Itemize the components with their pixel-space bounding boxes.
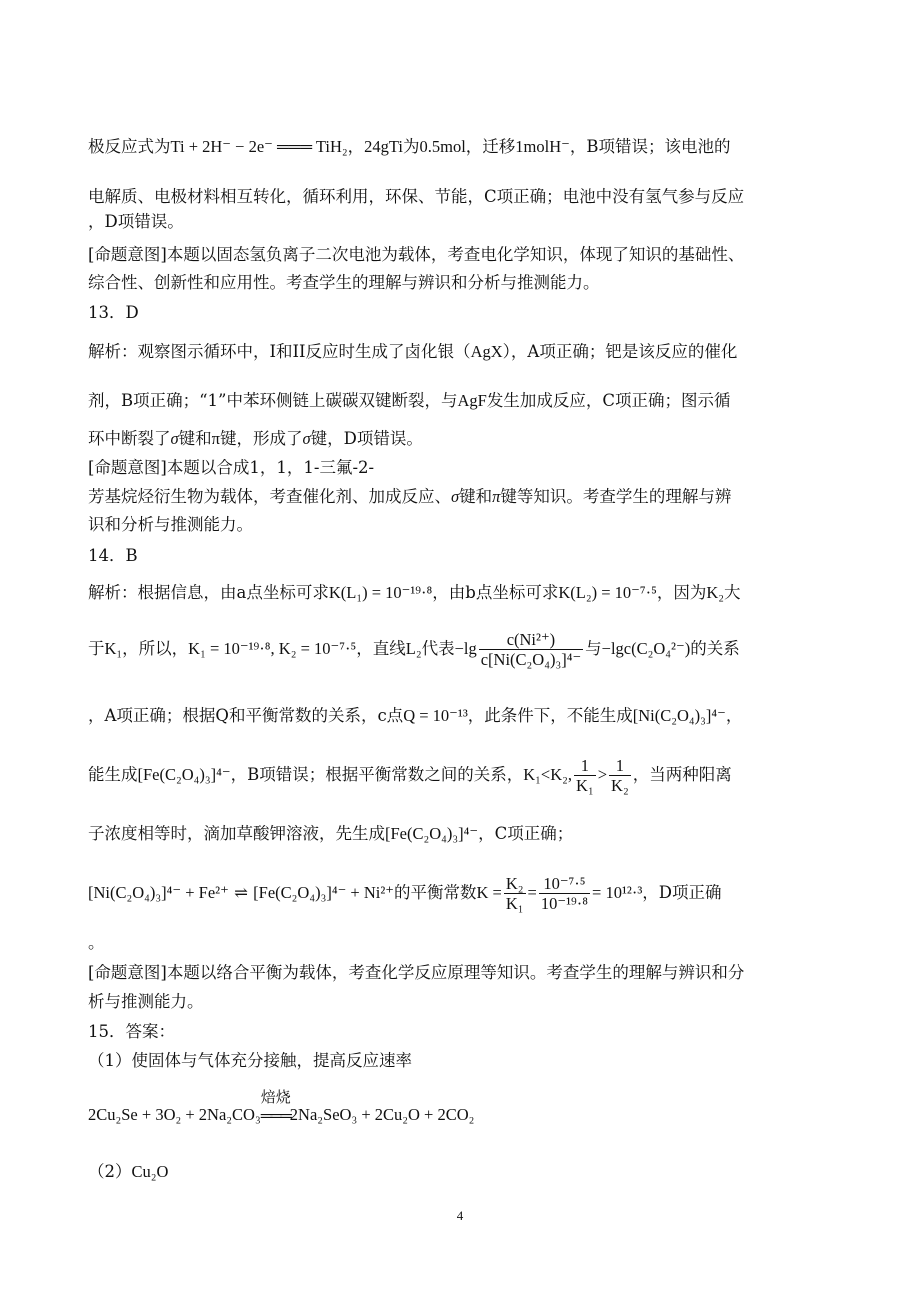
text-line-18: [88, 823, 833, 845]
text: ，: [347, 137, 365, 156]
double-bar: ═══: [260, 1105, 290, 1125]
formula: >: [597, 765, 608, 784]
text: 环中断裂了: [88, 429, 171, 448]
answer-part-2: [88, 1161, 833, 1183]
page-number: 4: [456, 1208, 464, 1223]
formula: K(L₁) = 10⁻¹⁹·⁸: [328, 583, 433, 602]
fraction-denominator: 10⁻¹⁹·⁸: [540, 894, 589, 913]
text: 的平衡常数: [394, 883, 477, 902]
text-line-8: [88, 390, 833, 412]
text: ，B项错误；该电池的: [569, 137, 731, 156]
answer-part-1: （1）使固体与气体充分接触，提高反应速率: [88, 1051, 412, 1070]
text: 大: [724, 583, 741, 602]
text: 为: [402, 137, 420, 156]
text-line-9: [88, 428, 833, 450]
text: 能生成: [88, 765, 138, 784]
text: 与: [585, 639, 602, 658]
text: 键和: [178, 429, 212, 448]
formula: K₁: [104, 639, 123, 658]
formula: −lgc(C₂O₄²⁻): [601, 639, 691, 658]
text-line-1: [88, 136, 833, 158]
reaction-equation: [88, 1089, 833, 1127]
equation: Ti + 2H⁻ − 2e⁻ ═══ TiH₂: [170, 137, 348, 156]
formula: [Fe(C₂O₄)₃]⁴⁻: [137, 765, 231, 784]
power-fraction: [539, 875, 590, 913]
fraction-denominator: K₁: [576, 776, 594, 795]
text: ），A项正确；钯是该反应的催化: [502, 342, 738, 361]
text-line-20: 。: [88, 933, 105, 952]
text: 代表: [421, 639, 455, 658]
reciprocal-k2: [609, 757, 631, 795]
concentration-fraction: [479, 631, 583, 669]
formula: [Ni(C₂O₄)₃]⁴⁻ + Fe²⁺: [88, 883, 229, 902]
formula: K₁ = 10⁻¹⁹·⁸, K₂ = 10⁻⁷·⁵: [188, 639, 357, 658]
formula: L₂: [405, 639, 422, 658]
text: 子浓度相等时，滴加草酸钾溶液，先生成: [88, 824, 385, 843]
formula: [Ni(C₂O₄)₃]⁴⁻: [632, 706, 726, 725]
text-line-14: [88, 582, 833, 604]
formula: = 10¹²·³: [592, 883, 643, 902]
formula: −lg: [454, 639, 477, 658]
pi-symbol: π: [211, 429, 220, 448]
text: ，: [725, 706, 743, 725]
roasting-label: 焙烧: [260, 1089, 291, 1106]
text-line-16: [88, 705, 833, 727]
text-line-7: [88, 341, 833, 363]
text: ，迁移: [465, 137, 516, 156]
text: 解析：根据信息，由a点坐标可求: [88, 583, 329, 602]
fraction-numerator: K₂: [505, 873, 524, 893]
text: 芳基烷烃衍生物为载体，考查催化剂、加成反应、: [88, 487, 451, 506]
fraction-numerator: 10⁻⁷·⁵: [539, 875, 590, 894]
text-line-5: 综合性、创新性和应用性。考查学生的理解与辨识和分析与推测能力。: [88, 273, 600, 292]
fraction-denominator: c[Ni(C₂O₄)₃]⁴⁻: [480, 650, 582, 669]
text-line-3: ，D项错误。: [88, 212, 184, 231]
fraction-numerator: c(Ni²⁺): [479, 631, 583, 650]
formula: K₁<K₂,: [523, 765, 573, 784]
formula: Q = 10⁻¹³: [403, 706, 468, 725]
text-line-11: [88, 486, 833, 508]
text: 于: [88, 639, 105, 658]
answer-heading-15: 15．答案：: [88, 1022, 175, 1041]
fraction-numerator: 1: [609, 757, 631, 776]
formula: [Fe(C₂O₄)₃]⁴⁻: [385, 824, 479, 843]
text: ，当两种阳离: [632, 765, 732, 784]
text-line-10: [命题意图]本题以合成1，1，1-三氟-2-: [88, 458, 375, 477]
k-ratio-fraction: [504, 875, 526, 913]
text: 发生加成反应，C项正确；图示循: [486, 391, 731, 410]
formula: AgX: [470, 342, 503, 361]
text: ，此条件下，不能生成: [467, 706, 633, 725]
products: 2Na₂SeO₃ + 2Cu₂O + 2CO₂: [289, 1105, 475, 1124]
text-line-17: [88, 752, 833, 798]
reciprocal-k1: [574, 757, 596, 795]
text: （2）: [88, 1162, 132, 1181]
text: 剂，B项正确；“1”中苯环侧链上碳碳双键断裂，与: [88, 391, 458, 410]
text-line-22: 析与推测能力。: [88, 992, 204, 1011]
formula: Cu₂O: [131, 1162, 169, 1181]
formula: 24gTi: [364, 137, 403, 156]
text-line-15: [88, 627, 833, 671]
formula: K₂: [706, 583, 725, 602]
text-line-2: 电解质、电极材料相互转化，循环利用，环保、节能，C项正确；电池中没有氢气参与反应: [88, 187, 745, 206]
text: 极反应式为: [88, 137, 171, 156]
reactants: 2Cu₂Se + 3O₂ + 2Na₂CO₃: [88, 1105, 261, 1124]
formula: [Fe(C₂O₄)₃]⁴⁻ + Ni²⁺: [253, 883, 395, 902]
text: 键等知识。考查学生的理解与辨: [500, 487, 732, 506]
fraction-numerator: 1: [574, 757, 596, 776]
sigma-symbol: σ: [302, 429, 311, 448]
text-line-19: [88, 870, 833, 916]
equilibrium-arrow: ⇌: [234, 883, 248, 902]
text: ，B项错误；根据平衡常数之间的关系，: [230, 765, 524, 784]
formula: 0.5mol: [419, 137, 466, 156]
sigma-symbol: σ: [451, 487, 460, 506]
question-number-13: 13．D: [88, 303, 139, 322]
formula: AgF: [457, 391, 487, 410]
text: 的关系: [690, 639, 740, 658]
text: ，由b点坐标可求: [432, 583, 559, 602]
text: 解析：观察图示循环中，I和II反应时生成了卤化银（: [88, 342, 471, 361]
formula: K =: [476, 883, 502, 902]
text: 键，形成了: [219, 429, 303, 448]
text: ，C项正确；: [478, 824, 574, 843]
formula: 1molH⁻: [515, 137, 570, 156]
text: 键和: [459, 487, 493, 506]
text: ，D项正确: [642, 883, 722, 902]
text-line-21: [命题意图]本题以络合平衡为载体，考查化学反应原理等知识。考查学生的理解与辨识和分: [88, 963, 745, 982]
fraction-denominator: K₂: [611, 776, 629, 795]
fraction-denominator: K₁: [505, 894, 524, 913]
sigma-symbol: σ: [170, 429, 179, 448]
pi-symbol: π: [492, 487, 501, 506]
text: ，所以，: [122, 639, 189, 658]
question-number-14: 14．B: [88, 546, 138, 565]
text: 键，D项错误。: [310, 429, 423, 448]
text: ，A项正确；根据Q和平衡常数的关系，c点: [88, 706, 404, 725]
text: ，直线: [356, 639, 406, 658]
reaction-arrow: [260, 1089, 291, 1127]
text-line-12: 识和分析与推测能力。: [88, 515, 253, 534]
text-line-4: [命题意图]本题以固态氢负离子二次电池为载体，考查电化学知识，体现了知识的基础性、: [88, 245, 745, 264]
text: ，因为: [656, 583, 707, 602]
formula: =: [527, 883, 537, 902]
formula: K(L₂) = 10⁻⁷·⁵: [558, 583, 657, 602]
